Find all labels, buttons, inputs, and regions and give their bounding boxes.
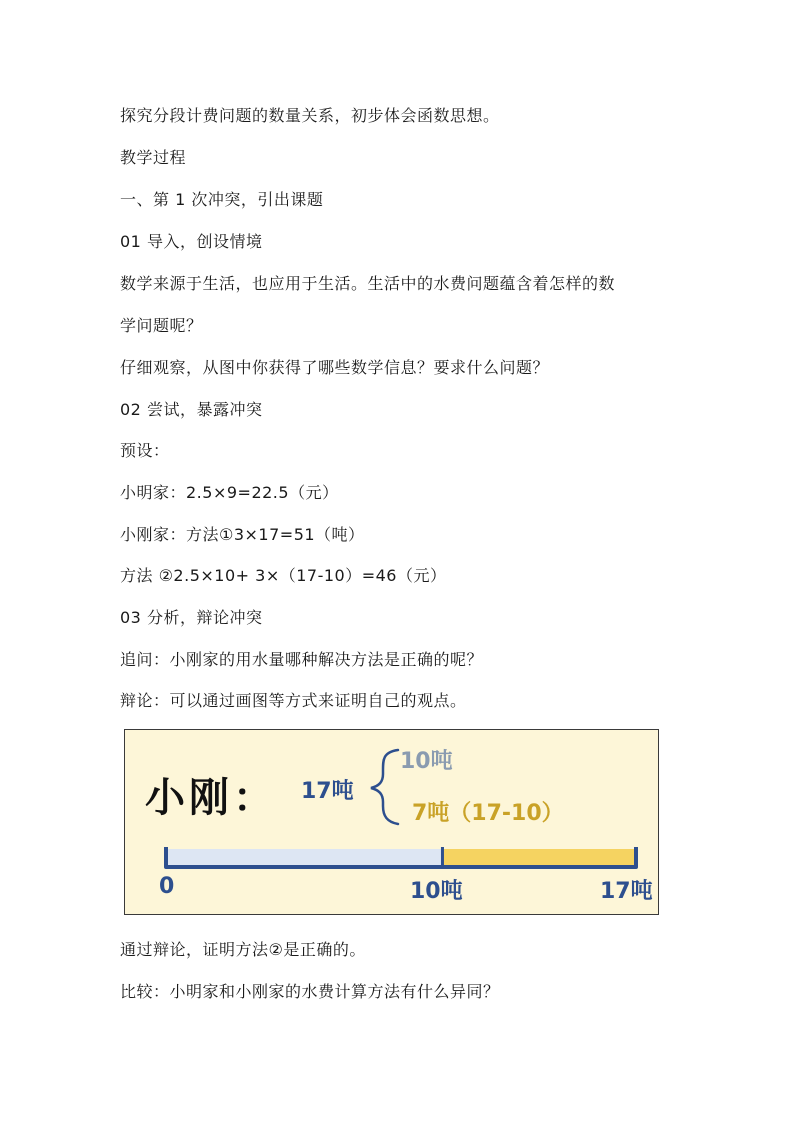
- axis-label-end: 17吨: [600, 879, 653, 904]
- line-question: 追问：小刚家的用水量哪种解决方法是正确的呢？: [120, 650, 484, 669]
- line-xiaogang-method1: 小刚家：方法①3×17=51（吨）: [120, 525, 365, 544]
- water-usage-diagram: [124, 729, 659, 915]
- line-conclusion: 通过辩论，证明方法②是正确的。: [120, 940, 366, 959]
- line-step-03: 03 分析，辩论冲突: [120, 608, 263, 627]
- line-intro-1: 数学来源于生活，也应用于生活。生活中的水费问题蕴含着怎样的数: [120, 274, 616, 293]
- line-xiaoming: 小明家：2.5×9=22.5（元）: [120, 483, 339, 502]
- axis-label-start: 0: [159, 874, 175, 899]
- total-label: 17吨: [301, 779, 354, 804]
- line-preset: 预设：: [120, 441, 170, 460]
- axis-label-mid: 10吨: [410, 879, 463, 904]
- line-intro-2: 学问题呢？: [120, 316, 203, 335]
- figure-name-label: 小刚：: [145, 774, 277, 821]
- line-step-01: 01 导入，创设情境: [120, 232, 263, 251]
- line-compare: 比较：小明家和小刚家的水费计算方法有什么异同？: [120, 982, 500, 1001]
- bar-segment-first: [166, 849, 442, 867]
- line-debate: 辩论：可以通过画图等方式来证明自己的观点。: [120, 691, 467, 710]
- bar-segment-second: [442, 849, 636, 867]
- line-method2: 方法 ②2.5×10+ 3×（17-10）=46（元）: [120, 566, 447, 585]
- line-goal: 探究分段计费问题的数量关系，初步体会函数思想。: [120, 106, 500, 125]
- diagram-graphics: [125, 730, 660, 916]
- line-process-heading: 教学过程: [120, 148, 187, 167]
- curly-brace: [371, 750, 398, 824]
- part1-label: 10吨: [400, 749, 453, 774]
- part2-label: 7吨（17-10）: [412, 801, 564, 826]
- line-section-1: 一、第 1 次冲突，引出课题: [120, 190, 324, 209]
- line-step-02: 02 尝试，暴露冲突: [120, 400, 263, 419]
- line-observe: 仔细观察，从图中你获得了哪些数学信息？要求什么问题？: [120, 358, 550, 377]
